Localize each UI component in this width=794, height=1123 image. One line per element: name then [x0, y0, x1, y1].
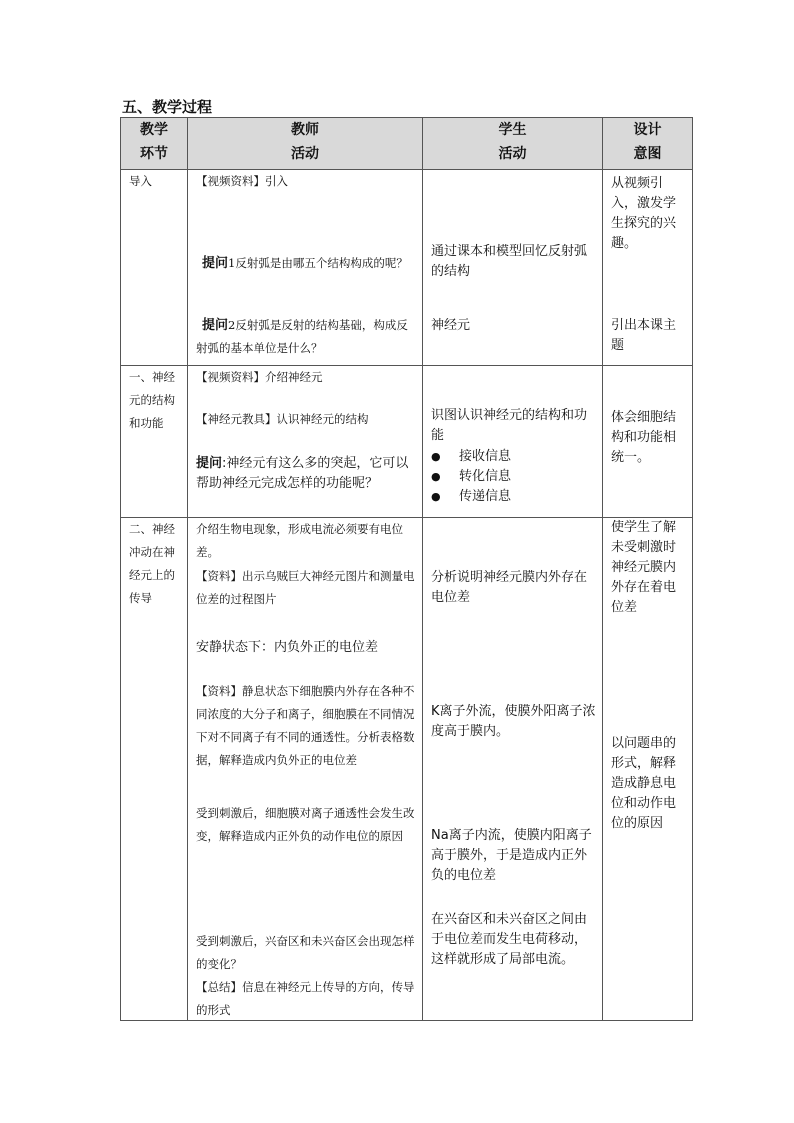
teacher-cell: 【视频资料】介绍神经元 【神经元教具】认识神经元的结构 提问:神经元有这么多的突起，它可以帮助神经元完成怎样的功能呢？	[188, 366, 423, 518]
list-item: ● 传递信息	[431, 487, 596, 507]
teacher-cell: 介绍生物电现象，形成电流必须要有电位差。 【资料】出示乌贼巨大神经元图片和测量电位差的过程图片 安静状态下：内负外正的电位差 【资料】静息状态下细胞膜内外存在各种不同浓度的大分子和离子，细胞膜在不同情况下对不同离子有不同的通透性。分析表格数据，解释造成内负外正的电位差 受到刺激后，细胞膜对离子通透性会发生改变，解释造成内正外负的动作电位的原因 受到刺激后，兴奋区和未兴奋区会出现怎样的变化？ 【总结】信息在神经元上传导的方向，传导的形式	[188, 518, 423, 1021]
info-function-list	[431, 447, 596, 507]
section-title: 五、教学过程	[122, 98, 213, 116]
list-item: ● 接收信息	[431, 447, 596, 467]
design-cell: 使学生了解未受刺激时神经元膜内外存在着电位差 以问题串的形式，解释造成静息电位和动作电位的原因	[603, 518, 693, 1021]
header-student: 学生 活动	[423, 118, 603, 170]
table-row	[121, 366, 693, 518]
student-cell: 分析说明神经元膜内外存在电位差 K离子外流，使膜外阳离子浓度高于膜内。 Na离子内流，使膜内阳离子高于膜外，于是造成内正外负的电位差 在兴奋区和未兴奋区之间由于电位差而发生电荷移动，这样就形成了局部电流。	[423, 518, 603, 1021]
header-teacher: 教师 活动	[188, 118, 423, 170]
student-cell: 通过课本和模型回忆反射弧的结构 神经元	[423, 170, 603, 366]
table-header-row	[121, 118, 693, 170]
teacher-cell: 【视频资料】引入 提问1反射弧是由哪五个结构构成的呢？ 提问2反射弧是反射的结构基础，构成反射弧的基本单位是什么？	[188, 170, 423, 366]
design-cell: 从视频引入，激发学生探究的兴趣。 引出本课主题	[603, 170, 693, 366]
design-cell: 体会细胞结构和功能相统一。	[603, 366, 693, 518]
header-design: 设计 意图	[603, 118, 693, 170]
header-stage: 教学 环节	[121, 118, 188, 170]
stage-cell: 二、神经冲动在神经元上的传导	[121, 518, 188, 1021]
list-item: ● 转化信息	[431, 467, 596, 487]
table-row	[121, 518, 693, 1021]
stage-cell: 一、神经元的结构和功能	[121, 366, 188, 518]
stage-cell: 导入	[121, 170, 188, 366]
teaching-process-table	[120, 117, 693, 1021]
student-cell: 识图认识神经元的结构和功能 ● 接收信息 ● 转化信息 ● 传递信息	[423, 366, 603, 518]
table-row	[121, 170, 693, 366]
